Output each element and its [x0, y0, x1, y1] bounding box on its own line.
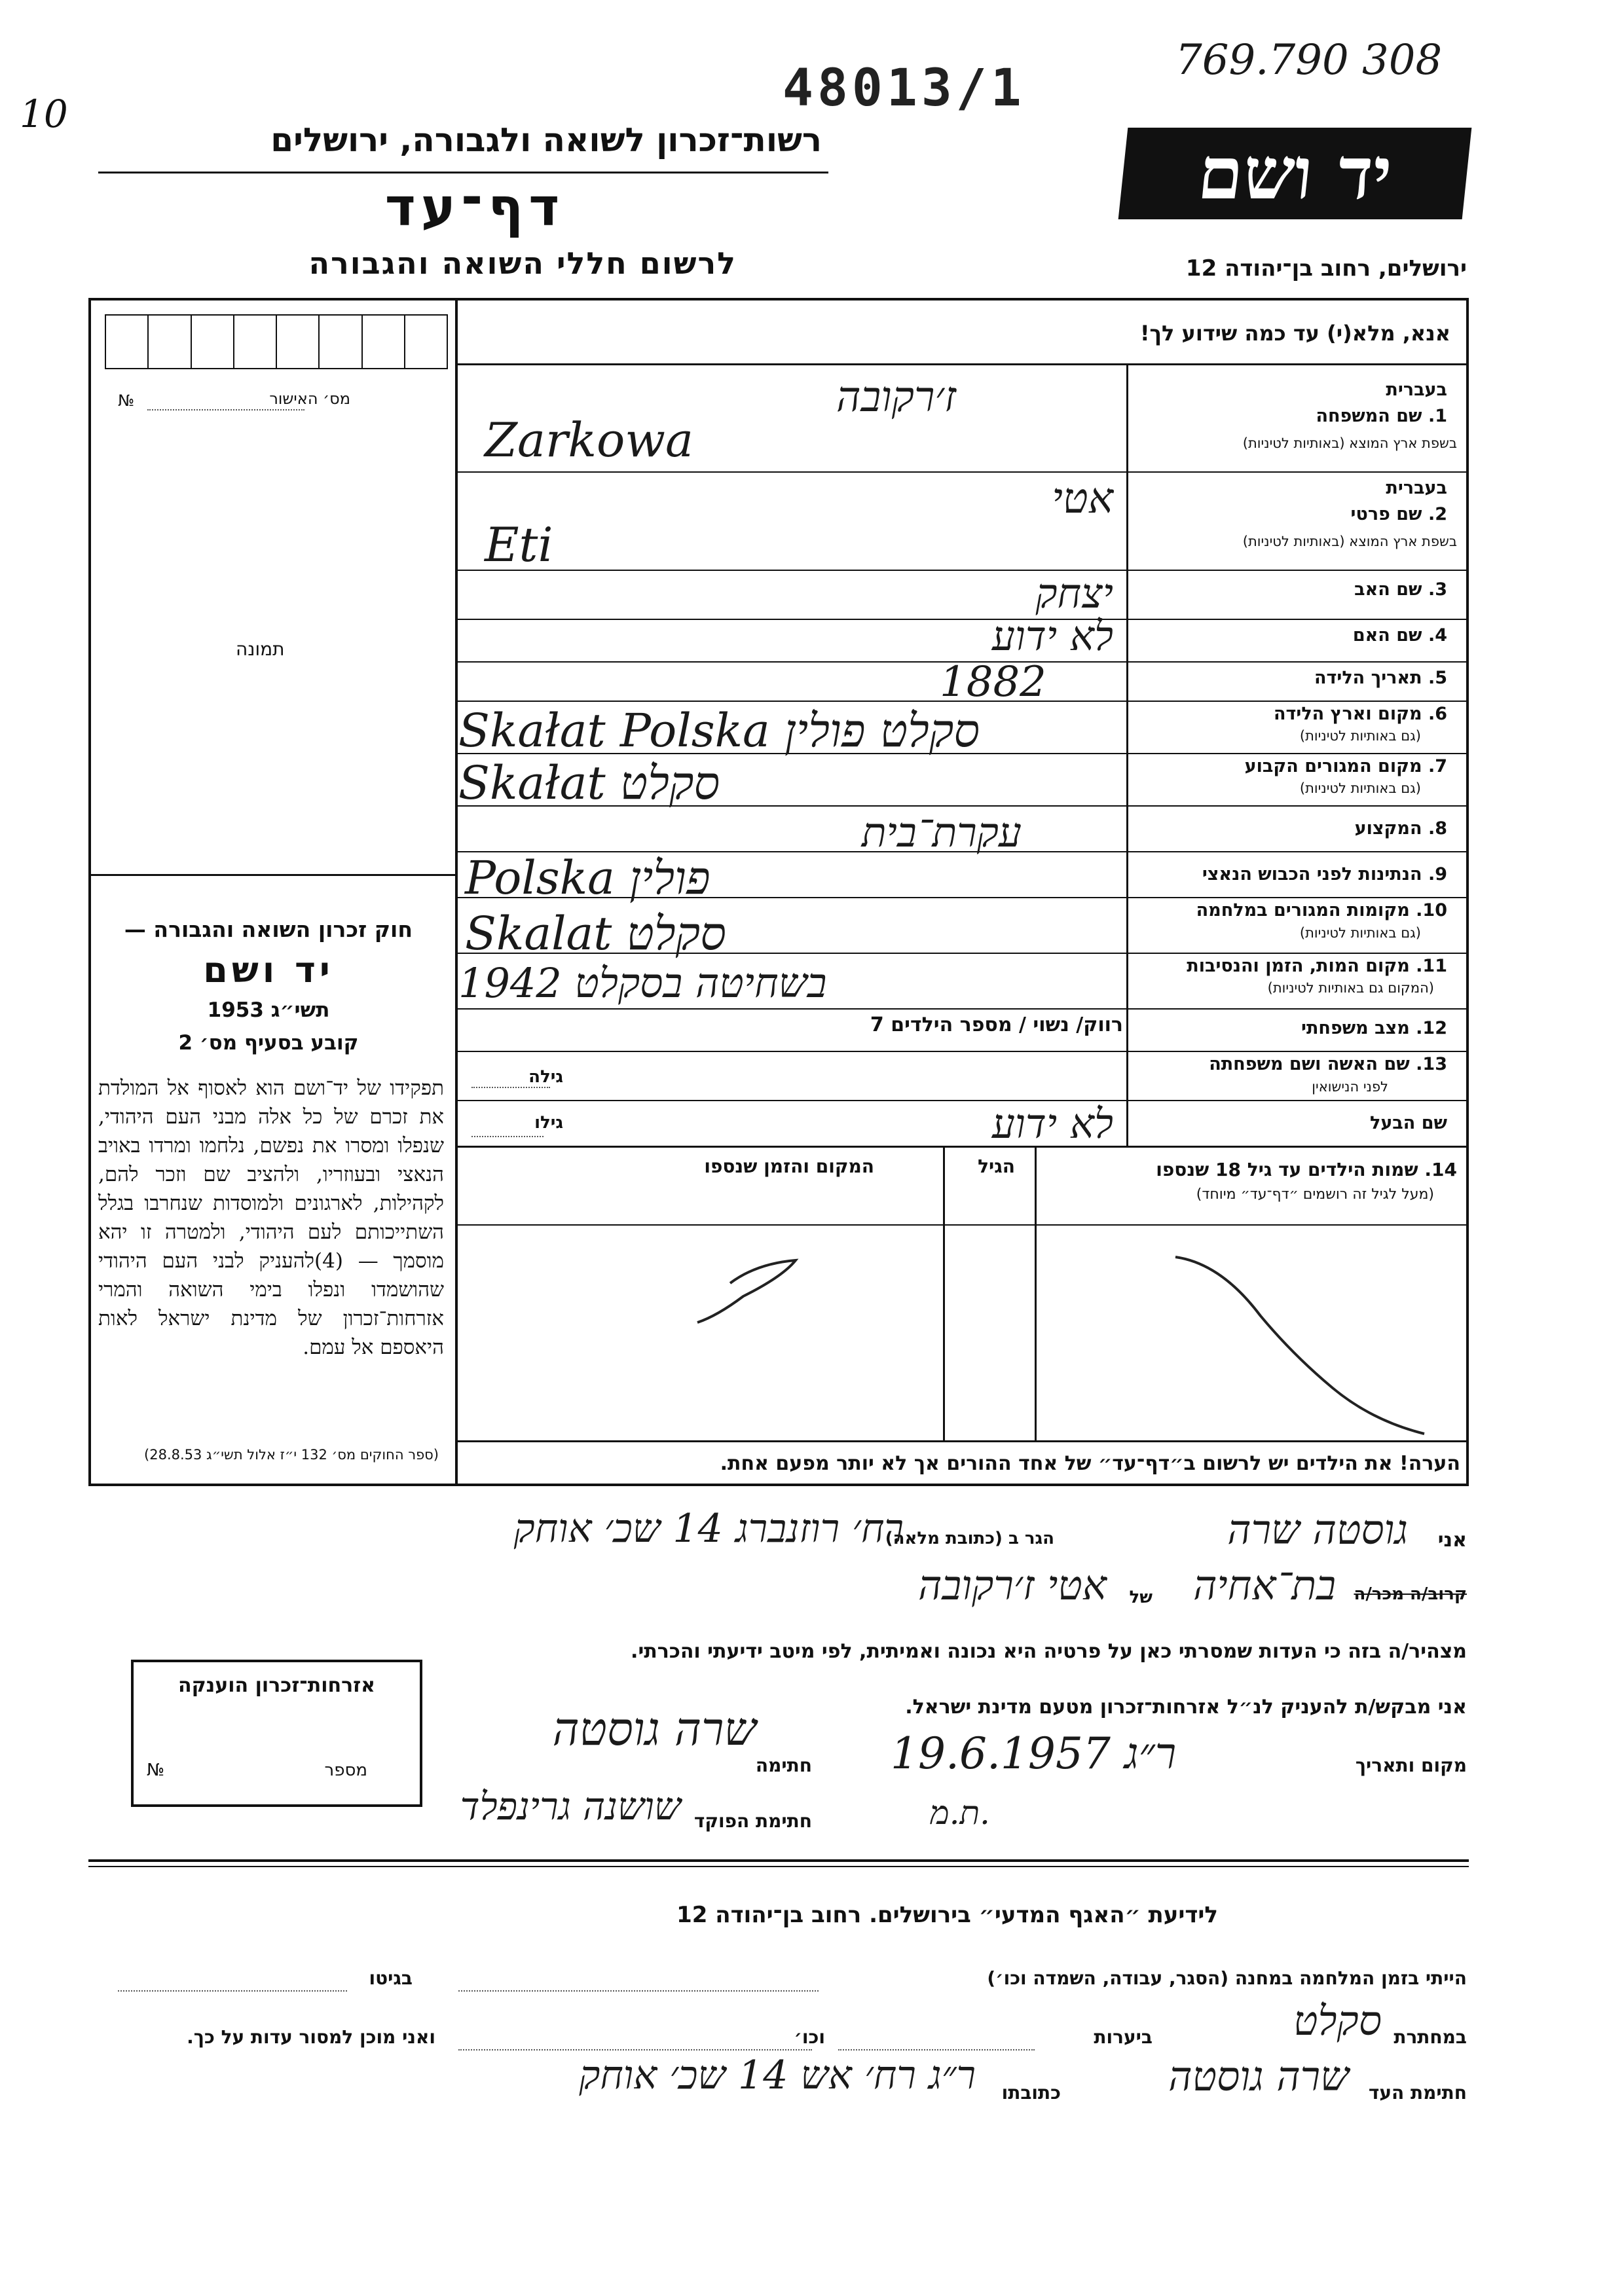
law-text: תפקידו של יד־ושם הוא לאסוף אל המולדת את זכרם של כל אלה מבני העם היהודי, שנפלו ומסרו את נפשם, נלחמו ומרדו באויב הנאצי ובעוזריו, ולהציב שם וזכר להם, לקהילות, לארגונים ולמוסדות שנחרבו בגלל השתייכותם לעם היהודי, ולמטרה זו יהא מוסמך — (4)להעניק לבני העם היהודי שהושמדו ונפלו בימי השואה והמרי אזרחות־זכרון של מדינת ישראל לאות היאספם אל עמם. [98, 1076, 444, 1359]
field-13-num: 13. [1416, 1054, 1447, 1074]
field-13-label [1209, 1054, 1447, 1074]
field-5-num: 5. [1428, 668, 1447, 688]
field-3-label [1354, 579, 1447, 600]
bottom-line2-etc-dots [458, 2049, 812, 2050]
left-panel-law-divider [88, 874, 458, 876]
bottom-line2-end: ואני מוכן למסור עדות על כך. [187, 2026, 435, 2048]
label-column-divider [1126, 363, 1128, 1146]
field-13-age-line [471, 1087, 550, 1088]
field-7-value: Skałat סקלט [458, 756, 720, 810]
field-4-value: לא ידוע [991, 612, 1113, 660]
bottom-line1-end: בגיטו [369, 1967, 413, 1989]
bottom-rule-1 [88, 1859, 1469, 1862]
field-11-value: 1942 בשחיטה בסקלט [458, 959, 827, 1007]
field-7-sub: (גם באותיות לטיניות) [1299, 780, 1421, 796]
bottom-line2-etc: וכו׳ [794, 2026, 825, 2048]
decl-signature-label: חתימה [755, 1755, 812, 1776]
bottom-line1-ghetto-dots [118, 1990, 347, 1992]
row-sep [455, 1051, 1469, 1052]
stamp-number: 48013/1 [783, 59, 1025, 118]
field-11-text: מקום המות, הזמן והנסיבות [1187, 956, 1410, 976]
field-2-lang: בעברית [1386, 478, 1447, 498]
decl-i-value: גוסטה שרה [1227, 1506, 1408, 1554]
decl-place-date-label: מקום ותאריך [1355, 1755, 1467, 1776]
authority-name: רשות־זכרון לשואה ולגבורה, ירושלים [270, 121, 822, 159]
field-13-extra: גילה [528, 1067, 563, 1087]
logo-text: יד ושם [1194, 131, 1396, 215]
form-subtitle: לרשום חללי השואה והגבורה [308, 246, 737, 281]
field-7-num: 7. [1428, 756, 1447, 776]
field-11-label [1187, 956, 1447, 976]
field-8-text: המקצוע [1354, 818, 1422, 839]
field-4-label [1353, 625, 1447, 646]
field-2-value-latin: Eti [485, 517, 553, 572]
memorial-box-sign: № [147, 1760, 165, 1780]
law-clause: קובע בסעיף מס׳ 2 [178, 1031, 359, 1055]
row-sep [455, 1100, 1469, 1101]
children-bottom [455, 1440, 1469, 1442]
field-12-label [1301, 1018, 1447, 1038]
decl-of-value: אטי ז׳רקובה [918, 1561, 1107, 1609]
bottom-heading: לידיעת ״האגף המדעי״ בירושלים. רחוב בן־יהודה 12 [676, 1902, 1218, 1928]
yad-vashem-logo [1118, 128, 1472, 219]
field-5-label [1314, 668, 1447, 688]
decl-place-date-value: ר״ג 19.6.1957 [891, 1728, 1177, 1779]
field-1-lang: בעברית [1386, 380, 1447, 400]
husband-value: לא ידוע [991, 1100, 1113, 1148]
bottom-line3-address: ר״ג רח׳ אש 14 שכ׳ אוחק [579, 2052, 976, 2098]
field-7-text: מקום המגורים הקבוע [1244, 756, 1422, 776]
field-12-value: רווק/ נשוי / מספר הילדים 7 [870, 1013, 1123, 1036]
field-12-num: 12. [1416, 1018, 1447, 1038]
children-sub: (מעל לגיל זה רושמים ״דף־עד״ מיוחד) [1196, 1186, 1434, 1203]
bottom-line2-label: במחתרת [1393, 2026, 1467, 2048]
field-6-text: מקום וארץ הלידה [1273, 704, 1422, 724]
decl-relation-label: קרוב/ה מכר/ה [1354, 1584, 1467, 1604]
memorial-box-title: אזרחות־זכרון הוענקה [177, 1674, 376, 1697]
field-2-sub: בשפת ארץ המוצא (באותיות לטיניות) [1242, 534, 1457, 549]
field-8-value: עקרת־בית [861, 809, 1022, 856]
bottom-line1: הייתי בזמן המלחמה במחנה (הסגר, עבודה, השמדה וכו׳) [987, 1967, 1467, 1989]
law-heading: חוק זכרון השואה והגבורה — [124, 917, 413, 942]
bottom-line3-signature: שרה גוסטה [1168, 2052, 1349, 2100]
field-2-text: שם פרטי [1350, 504, 1422, 524]
field-1-label [1316, 406, 1447, 426]
cert-number-label: מס׳ האישור [269, 390, 350, 408]
row-sep [455, 471, 1469, 473]
field-1-sub: בשפת ארץ המוצא (באותיות לטיניות) [1242, 435, 1457, 451]
children-col-age: הגיל [978, 1156, 1015, 1177]
row-sep [455, 1146, 1469, 1148]
bottom-line1-dots [458, 1990, 819, 1992]
memorial-box-number-label: מספר [324, 1760, 367, 1780]
field-2-label [1351, 504, 1447, 524]
top-code: 769.790 308 [1175, 36, 1443, 84]
bottom-line3-label: חתימת העד [1368, 2082, 1467, 2104]
field-10-text: מקומות המגורים במלחמה [1196, 900, 1410, 920]
field-2-num: 2. [1428, 504, 1447, 524]
field-6-value: Skałat Polska סקלט פולין [458, 704, 980, 757]
husband-age-line [471, 1136, 544, 1137]
instruction-divider [455, 363, 1469, 365]
decl-statement: מצהיר/ה בזה כי העדות שמסרתי כאן על פרטיה היא נכונה ואמיתית, לפי מיטב ידיעתי והכרתי. [631, 1640, 1467, 1663]
field-7-label [1245, 756, 1447, 776]
field-8-label [1355, 818, 1447, 839]
decl-of-label: של [1129, 1588, 1153, 1607]
form-title: דף־עד [384, 177, 565, 238]
children-col-place: המקום והזמן שנספו [704, 1156, 874, 1177]
corner-mark: 10 [20, 92, 68, 136]
husband-label: שם הבעל [1369, 1113, 1447, 1133]
field-9-num: 9. [1428, 864, 1447, 884]
bottom-line2-value: סקלט [1293, 1997, 1382, 2045]
bottom-rule-2 [88, 1866, 1469, 1867]
decl-relation-value: בת־אחיה [1193, 1561, 1336, 1609]
field-1-value-he: ז׳רקובה [836, 373, 956, 422]
field-10-sub: (גם באותיות לטיניות) [1299, 925, 1421, 941]
instruction: אנא, מלא(י) עד כמה שידוע לך! [1139, 321, 1450, 346]
bottom-line2-forests-dots [838, 2049, 1035, 2050]
field-11-num: 11. [1416, 956, 1447, 976]
field-3-value: יצחק [1035, 570, 1113, 617]
field-5-text: תאריך הלידה [1314, 668, 1422, 688]
law-year: תשי״ג 1953 [207, 998, 330, 1022]
address: ירושלים, רחוב בן־יהודה 12 [1185, 255, 1467, 282]
field-8-num: 8. [1428, 818, 1447, 839]
field-6-num: 6. [1428, 704, 1447, 724]
row-sep [455, 1008, 1469, 1010]
decl-inspector-label: חתימת הפוקד [693, 1810, 812, 1832]
bottom-line2-forests: ביערות [1094, 2026, 1153, 2048]
bottom-line3-address-label: כתובתו [1001, 2082, 1061, 2104]
field-1-text: שם המשפחה [1316, 406, 1422, 426]
field-4-num: 4. [1428, 625, 1447, 646]
decl-request: אני מבקש/ת להעניק לנ״ל אזרחות־זכרון מטעם מדינת ישראל. [905, 1696, 1467, 1719]
field-10-label [1196, 900, 1447, 920]
children-label: 14. שמות הילדים עד גיל 18 שנספו [1156, 1159, 1457, 1180]
note: הערה! את הילדים יש לרשום ב״דף־עד״ של אחד ההורים אך לא יותר מפעם אחת. [720, 1452, 1460, 1475]
field-11-sub: (המקום גם באותיות לטיניות) [1267, 980, 1434, 996]
memorial-box [131, 1660, 422, 1807]
field-1-value-latin: Zarkowa [485, 412, 693, 467]
decl-initials: ת.מ. [930, 1794, 990, 1832]
photo-label: תמונה [236, 638, 285, 660]
field-10-value: Skalat סקלט [465, 907, 726, 960]
row-sep [455, 570, 1469, 571]
field-3-num: 3. [1428, 579, 1447, 600]
field-9-value: Polska פולין [465, 851, 710, 905]
cert-number-boxes [105, 314, 448, 369]
field-3-text: שם האב [1354, 579, 1422, 600]
decl-resident-value: רח׳ רוזנברג 14 שכ׳ אוחק [513, 1506, 904, 1552]
field-12-text: מצב משפחתי [1301, 1018, 1410, 1038]
cert-number-line [147, 409, 304, 410]
law-name: יד ושם [203, 949, 334, 991]
header-underline [98, 172, 828, 173]
row-sep [455, 619, 1469, 620]
field-13-sub: לפני הנישואין [1312, 1079, 1388, 1095]
children-strike-marks [455, 1224, 1469, 1440]
law-reference: (ספר החוקים מס׳ 132 י״ז אלול תשי״ג 28.8.53) [144, 1447, 439, 1463]
decl-resident-label: הגר ב (כתובת מלאה) [885, 1529, 1054, 1548]
husband-age-label: גילו [534, 1113, 563, 1133]
decl-inspector-value: שושנה גרינפלד [460, 1784, 681, 1829]
cert-number-sign: № [118, 392, 134, 410]
decl-i-label: אני [1437, 1529, 1467, 1552]
decl-signature-value: שרה גוסטה [552, 1702, 756, 1756]
field-4-text: שם האם [1352, 625, 1422, 646]
field-5-value: 1882 [940, 658, 1046, 706]
field-9-label [1202, 864, 1447, 884]
field-9-text: הנתינות לפני הכבוש הנאצי [1202, 864, 1422, 884]
field-6-label [1274, 704, 1447, 724]
field-1-num: 1. [1428, 406, 1447, 426]
field-6-sub: (גם באותיות לטיניות) [1299, 728, 1421, 744]
field-13-text: שם האשה ושם משפחתה [1209, 1054, 1410, 1074]
field-10-num: 10. [1416, 900, 1447, 920]
field-2-value-he: אטי [1052, 475, 1113, 523]
